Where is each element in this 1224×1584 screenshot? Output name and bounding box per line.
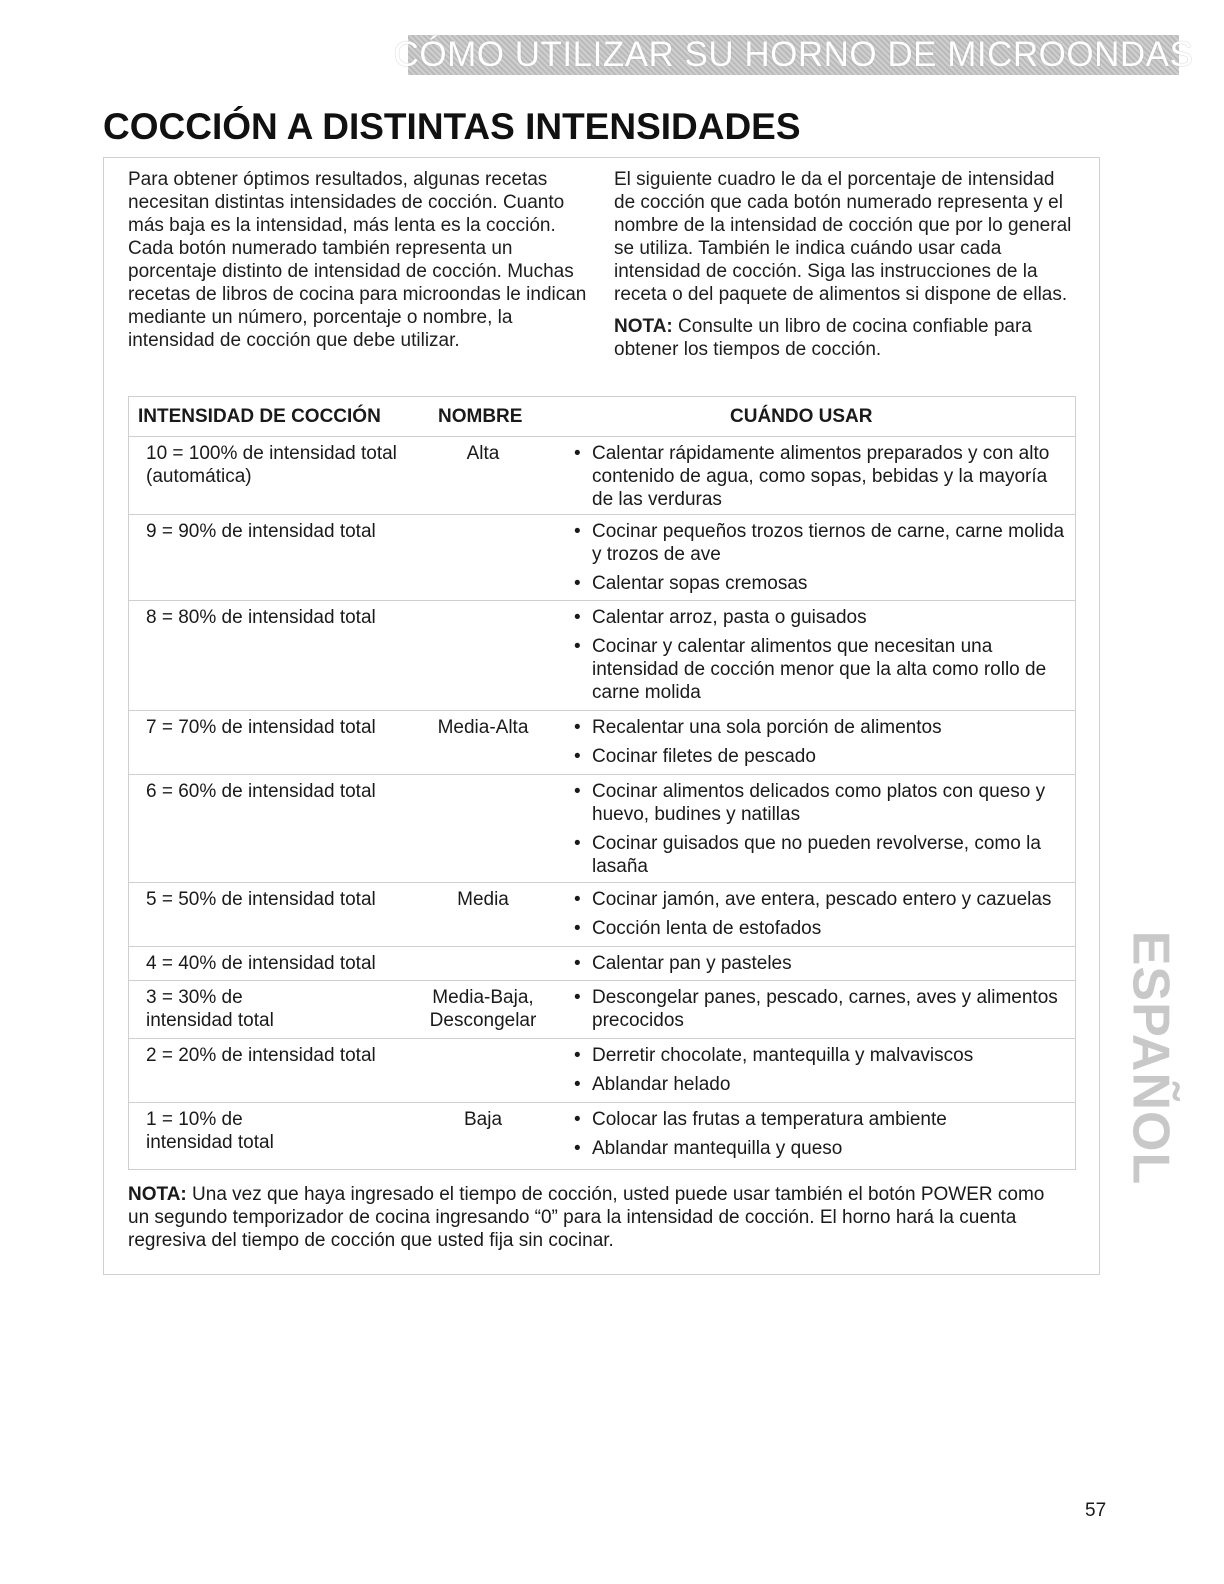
row-intensity: 1 = 10% de intensidad total xyxy=(146,1109,274,1153)
row-intensity: 5 = 50% de intensidad total xyxy=(146,889,376,910)
intro-right-paragraph: El siguiente cuadro le da el porcentaje de intensidad de cocción que cada botón numerado representa y el nombre de la intensidad de cocción que por lo general se utiliza. También le indica cuándo usar cada intensidad de cocción. Siga las instrucciones de la receta o del paquete de alimentos si dispone de ellas. xyxy=(614,169,1072,305)
page-title: COCCIÓN A DISTINTAS INTENSIDADES xyxy=(103,106,801,147)
table-row xyxy=(128,980,1076,1039)
language-side-tab-text: ESPAÑOL xyxy=(1121,930,1180,1185)
row-use-item: • Calentar pan y pasteles xyxy=(560,952,1070,975)
row-use-item: • Calentar arroz, pasta o guisados xyxy=(560,606,1070,629)
footnote-label: NOTA: xyxy=(128,1184,187,1205)
row-when xyxy=(560,1108,1070,1166)
section-banner xyxy=(393,35,1194,75)
row-use-item: • Descongelar panes, pescado, carnes, aves y alimentos precocidos xyxy=(560,986,1070,1032)
row-use-item: • Cocinar guisados que no pueden revolverse, como la lasaña xyxy=(560,832,1070,878)
row-use-item: • Cocinar jamón, ave entera, pescado entero y cazuelas xyxy=(560,888,1070,911)
row-use-item: • Cocinar filetes de pescado xyxy=(560,745,1070,768)
row-when xyxy=(560,986,1070,1038)
table-row xyxy=(128,514,1076,601)
row-when xyxy=(560,888,1070,946)
row-use-item: • Cocinar alimentos delicados como platos con queso y huevo, budines y natillas xyxy=(560,780,1070,826)
row-name: Media-Alta xyxy=(437,717,529,738)
row-use-item: • Calentar sopas cremosas xyxy=(560,572,1070,595)
row-intensity: 7 = 70% de intensidad total xyxy=(146,717,376,738)
row-intensity: 8 = 80% de intensidad total xyxy=(146,607,376,628)
row-use-item: • Cocción lenta de estofados xyxy=(560,917,1070,940)
intro-note-text: Consulte un libro de cocina confiable para obtener los tiempos de cocción. xyxy=(614,316,1032,360)
language-side-tab xyxy=(1120,930,1180,1185)
row-when xyxy=(560,780,1070,884)
section-banner-text: CÓMO UTILIZAR SU HORNO DE MICROONDAS xyxy=(393,35,1194,74)
row-intensity: 3 = 30% de intensidad total xyxy=(146,987,274,1031)
table-row xyxy=(128,1102,1076,1171)
row-use-item: • Ablandar mantequilla y queso xyxy=(560,1137,1070,1160)
table-row xyxy=(128,946,1076,981)
header-intensity: INTENSIDAD DE COCCIÓN xyxy=(138,406,381,427)
row-use-item: • Ablandar helado xyxy=(560,1073,1070,1096)
row-use-item: • Colocar las frutas a temperatura ambiente xyxy=(560,1108,1070,1131)
row-use-item: • Derretir chocolate, mantequilla y malvaviscos xyxy=(560,1044,1070,1067)
table-row xyxy=(128,436,1076,511)
footnote xyxy=(128,1183,1068,1252)
intro-left-paragraph: Para obtener óptimos resultados, algunas recetas necesitan distintas intensidades de cocción. Cuanto más baja es la intensidad, más lenta es la cocción. Cada botón numerado también representa un porcentaje distinto de intensidad de cocción. Muchas recetas de libros de cocina para microondas le indican mediante un número, porcentaje o nombre, la intensidad de cocción que debe utilizar. xyxy=(128,169,587,351)
row-when xyxy=(560,442,1070,517)
table-row xyxy=(128,882,1076,947)
row-when xyxy=(560,716,1070,774)
intro-left-column xyxy=(128,168,598,352)
row-intensity: 6 = 60% de intensidad total xyxy=(146,781,376,802)
table-row xyxy=(128,600,1076,711)
row-when xyxy=(560,520,1070,601)
row-intensity: 9 = 90% de intensidad total xyxy=(146,521,376,542)
row-name: Baja xyxy=(463,1109,503,1130)
table-row xyxy=(128,710,1076,775)
row-use-item: • Cocinar pequeños trozos tiernos de carne, carne molida y trozos de ave xyxy=(560,520,1070,566)
intro-right-column xyxy=(614,168,1079,361)
table-row xyxy=(128,1038,1076,1103)
row-use-item: • Recalentar una sola porción de alimentos xyxy=(560,716,1070,739)
header-name: NOMBRE xyxy=(438,406,523,427)
table-row xyxy=(128,774,1076,883)
row-when xyxy=(560,606,1070,710)
row-intensity: 10 = 100% de intensidad total (automática) xyxy=(146,443,397,487)
row-name: Media-Baja, Descongelar xyxy=(429,987,537,1031)
row-name: Alta xyxy=(466,443,500,464)
table-header xyxy=(128,400,1076,436)
header-when: CUÁNDO USAR xyxy=(730,406,873,427)
footnote-text: Una vez que haya ingresado el tiempo de cocción, usted puede usar también el botón POWER como un segundo temporizador de cocina ingresando “0” para la intensidad de cocción. El horno hará la cuenta regresiva del tiempo de cocción que usted fija sin cocinar. xyxy=(128,1184,1045,1251)
intro-note-label: NOTA: xyxy=(614,316,673,337)
row-use-item: • Calentar rápidamente alimentos preparados y con alto contenido de agua, como sopas, bebidas y la mayoría de las verduras xyxy=(560,442,1070,511)
page-number: 57 xyxy=(1085,1500,1107,1521)
row-use-item: • Cocinar y calentar alimentos que necesitan una intensidad de cocción menor que la alta como rollo de carne molida xyxy=(560,635,1070,704)
row-intensity: 4 = 40% de intensidad total xyxy=(146,953,376,974)
row-name: Media xyxy=(457,889,509,910)
intro-note xyxy=(614,315,1079,361)
row-intensity: 2 = 20% de intensidad total xyxy=(146,1045,376,1066)
row-when xyxy=(560,1044,1070,1102)
row-when xyxy=(560,952,1070,981)
